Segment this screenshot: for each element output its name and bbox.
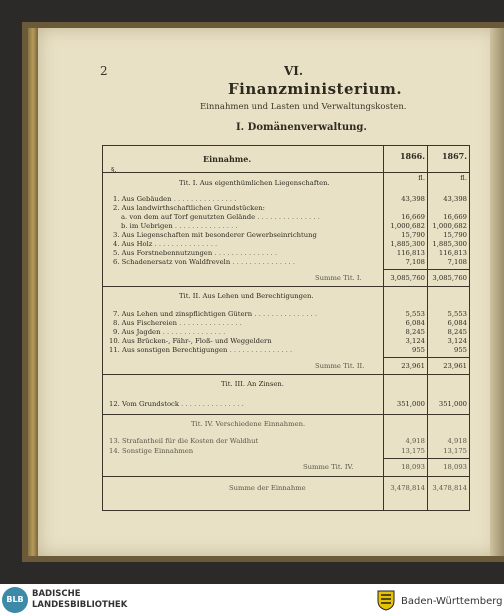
row-value-1867: 6,084 — [447, 319, 467, 327]
row-value-1866: 4,918 — [405, 437, 425, 445]
blb-logo: BLB — [2, 587, 28, 613]
row-label: 6. Schadenersatz von Waldfreveln . . . — [113, 258, 295, 266]
row-value-1866: 43,398 — [401, 195, 425, 203]
row-value-1867: 7,108 — [447, 258, 467, 266]
revenue-table — [102, 145, 470, 511]
chapter-number: VI. — [284, 64, 304, 78]
bw-label: Baden-Württemberg — [401, 596, 503, 607]
row-value-1866: 8,245 — [405, 328, 425, 336]
coat-of-arms-icon — [376, 589, 396, 611]
row-value-1866: 3,124 — [405, 337, 425, 345]
sum-label: Summe Tit. I. — [315, 274, 362, 282]
title-heading: Tit. III. An Zinsen. — [221, 380, 284, 388]
row-label: 10. Aus Brücken-, Fähr-, Floß- und Weggeldern — [109, 337, 272, 345]
row-label: 12. Vom Grundstock . . . — [109, 400, 244, 408]
title-divider — [103, 374, 469, 375]
row-label: 13. Strafantheil für die Kosten der Waldhut — [109, 437, 259, 445]
column-divider — [383, 146, 384, 510]
title-divider — [103, 476, 469, 477]
title-heading: Tit. I. Aus eigenthümlichen Liegenschaften. — [179, 179, 330, 187]
row-value-1867: 3,124 — [447, 337, 467, 345]
grand-total-1867: 3,478,814 — [432, 484, 467, 492]
sum-label: Summe Tit. IV. — [303, 463, 354, 471]
row-value-1866: 116,813 — [396, 249, 425, 257]
title-divider — [103, 414, 469, 415]
row-label: b. im Uebrigen . . . — [121, 222, 238, 230]
row-value-1866: 13,175 — [401, 447, 425, 455]
table-head-label: Einnahme. — [203, 154, 252, 164]
grand-total-label: Summe der Einnahme — [229, 484, 306, 492]
row-value-1867: 8,245 — [447, 328, 467, 336]
sum-value-1867: 18,093 — [443, 463, 467, 471]
row-value-1867: 116,813 — [438, 249, 467, 257]
unit-1867: fl. — [460, 174, 467, 182]
row-label: 11. Aus sonstigen Berechtigungen . . . — [109, 346, 292, 354]
blb-line1: BADISCHE — [32, 589, 81, 599]
row-value-1867: 1,000,682 — [432, 222, 467, 230]
title-heading: Tit. IV. Verschiedene Einnahmen. — [191, 420, 306, 428]
row-value-1867: 5,553 — [447, 310, 467, 318]
row-label: 2. Aus landwirthschaftlichen Grundstücken: — [113, 204, 265, 212]
subtotal-line — [383, 458, 469, 459]
sum-label: Summe Tit. II. — [315, 362, 365, 370]
page-title: Finanzministerium. — [228, 80, 403, 98]
sum-value-1866: 18,093 — [401, 463, 425, 471]
year-1867: 1867. — [441, 151, 467, 161]
subtotal-line — [383, 269, 469, 270]
row-value-1867: 16,669 — [443, 213, 467, 221]
blb-name — [32, 589, 127, 611]
row-value-1867: 43,398 — [443, 195, 467, 203]
row-label: 9. Aus Jagden . . . — [113, 328, 225, 336]
row-label: 14. Sonstige Einnahmen — [109, 447, 194, 455]
row-value-1867: 13,175 — [443, 447, 467, 455]
row-value-1866: 1,885,300 — [390, 240, 425, 248]
sum-value-1867: 3,085,760 — [432, 274, 467, 282]
sum-value-1866: 23,961 — [401, 362, 425, 370]
row-label: 4. Aus Holz . . . — [113, 240, 217, 248]
row-label: 7. Aus Lehen und zinspflichtigen Gütern . . . — [113, 310, 317, 318]
paragraph-symbol: §. — [111, 166, 117, 174]
blb-line2: LANDESBIBLIOTHEK — [32, 600, 128, 610]
row-value-1867: 1,885,300 — [432, 240, 467, 248]
title-divider — [103, 286, 469, 287]
row-label: a. von dem auf Torf genutzten Gelände . . . — [121, 213, 320, 221]
row-value-1867: 351,000 — [438, 400, 467, 408]
page-edge — [490, 28, 504, 556]
page-number: 2 — [100, 64, 108, 78]
row-value-1866: 1,000,682 — [390, 222, 425, 230]
row-value-1866: 5,553 — [405, 310, 425, 318]
row-value-1866: 955 — [412, 346, 425, 354]
row-label: 5. Aus Forstnebennutzungen . . . — [113, 249, 277, 257]
row-value-1867: 15,790 — [443, 231, 467, 239]
row-value-1867: 4,918 — [447, 437, 467, 445]
row-value-1866: 7,108 — [405, 258, 425, 266]
sum-value-1867: 23,961 — [443, 362, 467, 370]
title-heading: Tit. II. Aus Lehen und Berechtigungen. — [179, 292, 314, 300]
sum-value-1866: 3,085,760 — [390, 274, 425, 282]
row-value-1866: 15,790 — [401, 231, 425, 239]
row-value-1866: 351,000 — [396, 400, 425, 408]
subtotal-line — [383, 357, 469, 358]
book-spine — [28, 28, 38, 556]
row-value-1866: 6,084 — [405, 319, 425, 327]
grand-total-1866: 3,478,814 — [390, 484, 425, 492]
header-divider — [103, 172, 469, 173]
year-1866: 1866. — [399, 151, 425, 161]
row-value-1867: 955 — [454, 346, 467, 354]
section-heading: I. Domänenverwaltung. — [236, 122, 367, 133]
row-value-1866: 16,669 — [401, 213, 425, 221]
row-label: 1. Aus Gebäuden . . . — [113, 195, 236, 203]
page-subtitle: Einnahmen und Lasten und Verwaltungskosten. — [200, 102, 407, 112]
row-label: 3. Aus Liegenschaften mit besonderer Gewerbseinrichtung — [113, 231, 317, 239]
unit-1866: fl. — [418, 174, 425, 182]
row-label: 8. Aus Fischereien . . . — [113, 319, 242, 327]
